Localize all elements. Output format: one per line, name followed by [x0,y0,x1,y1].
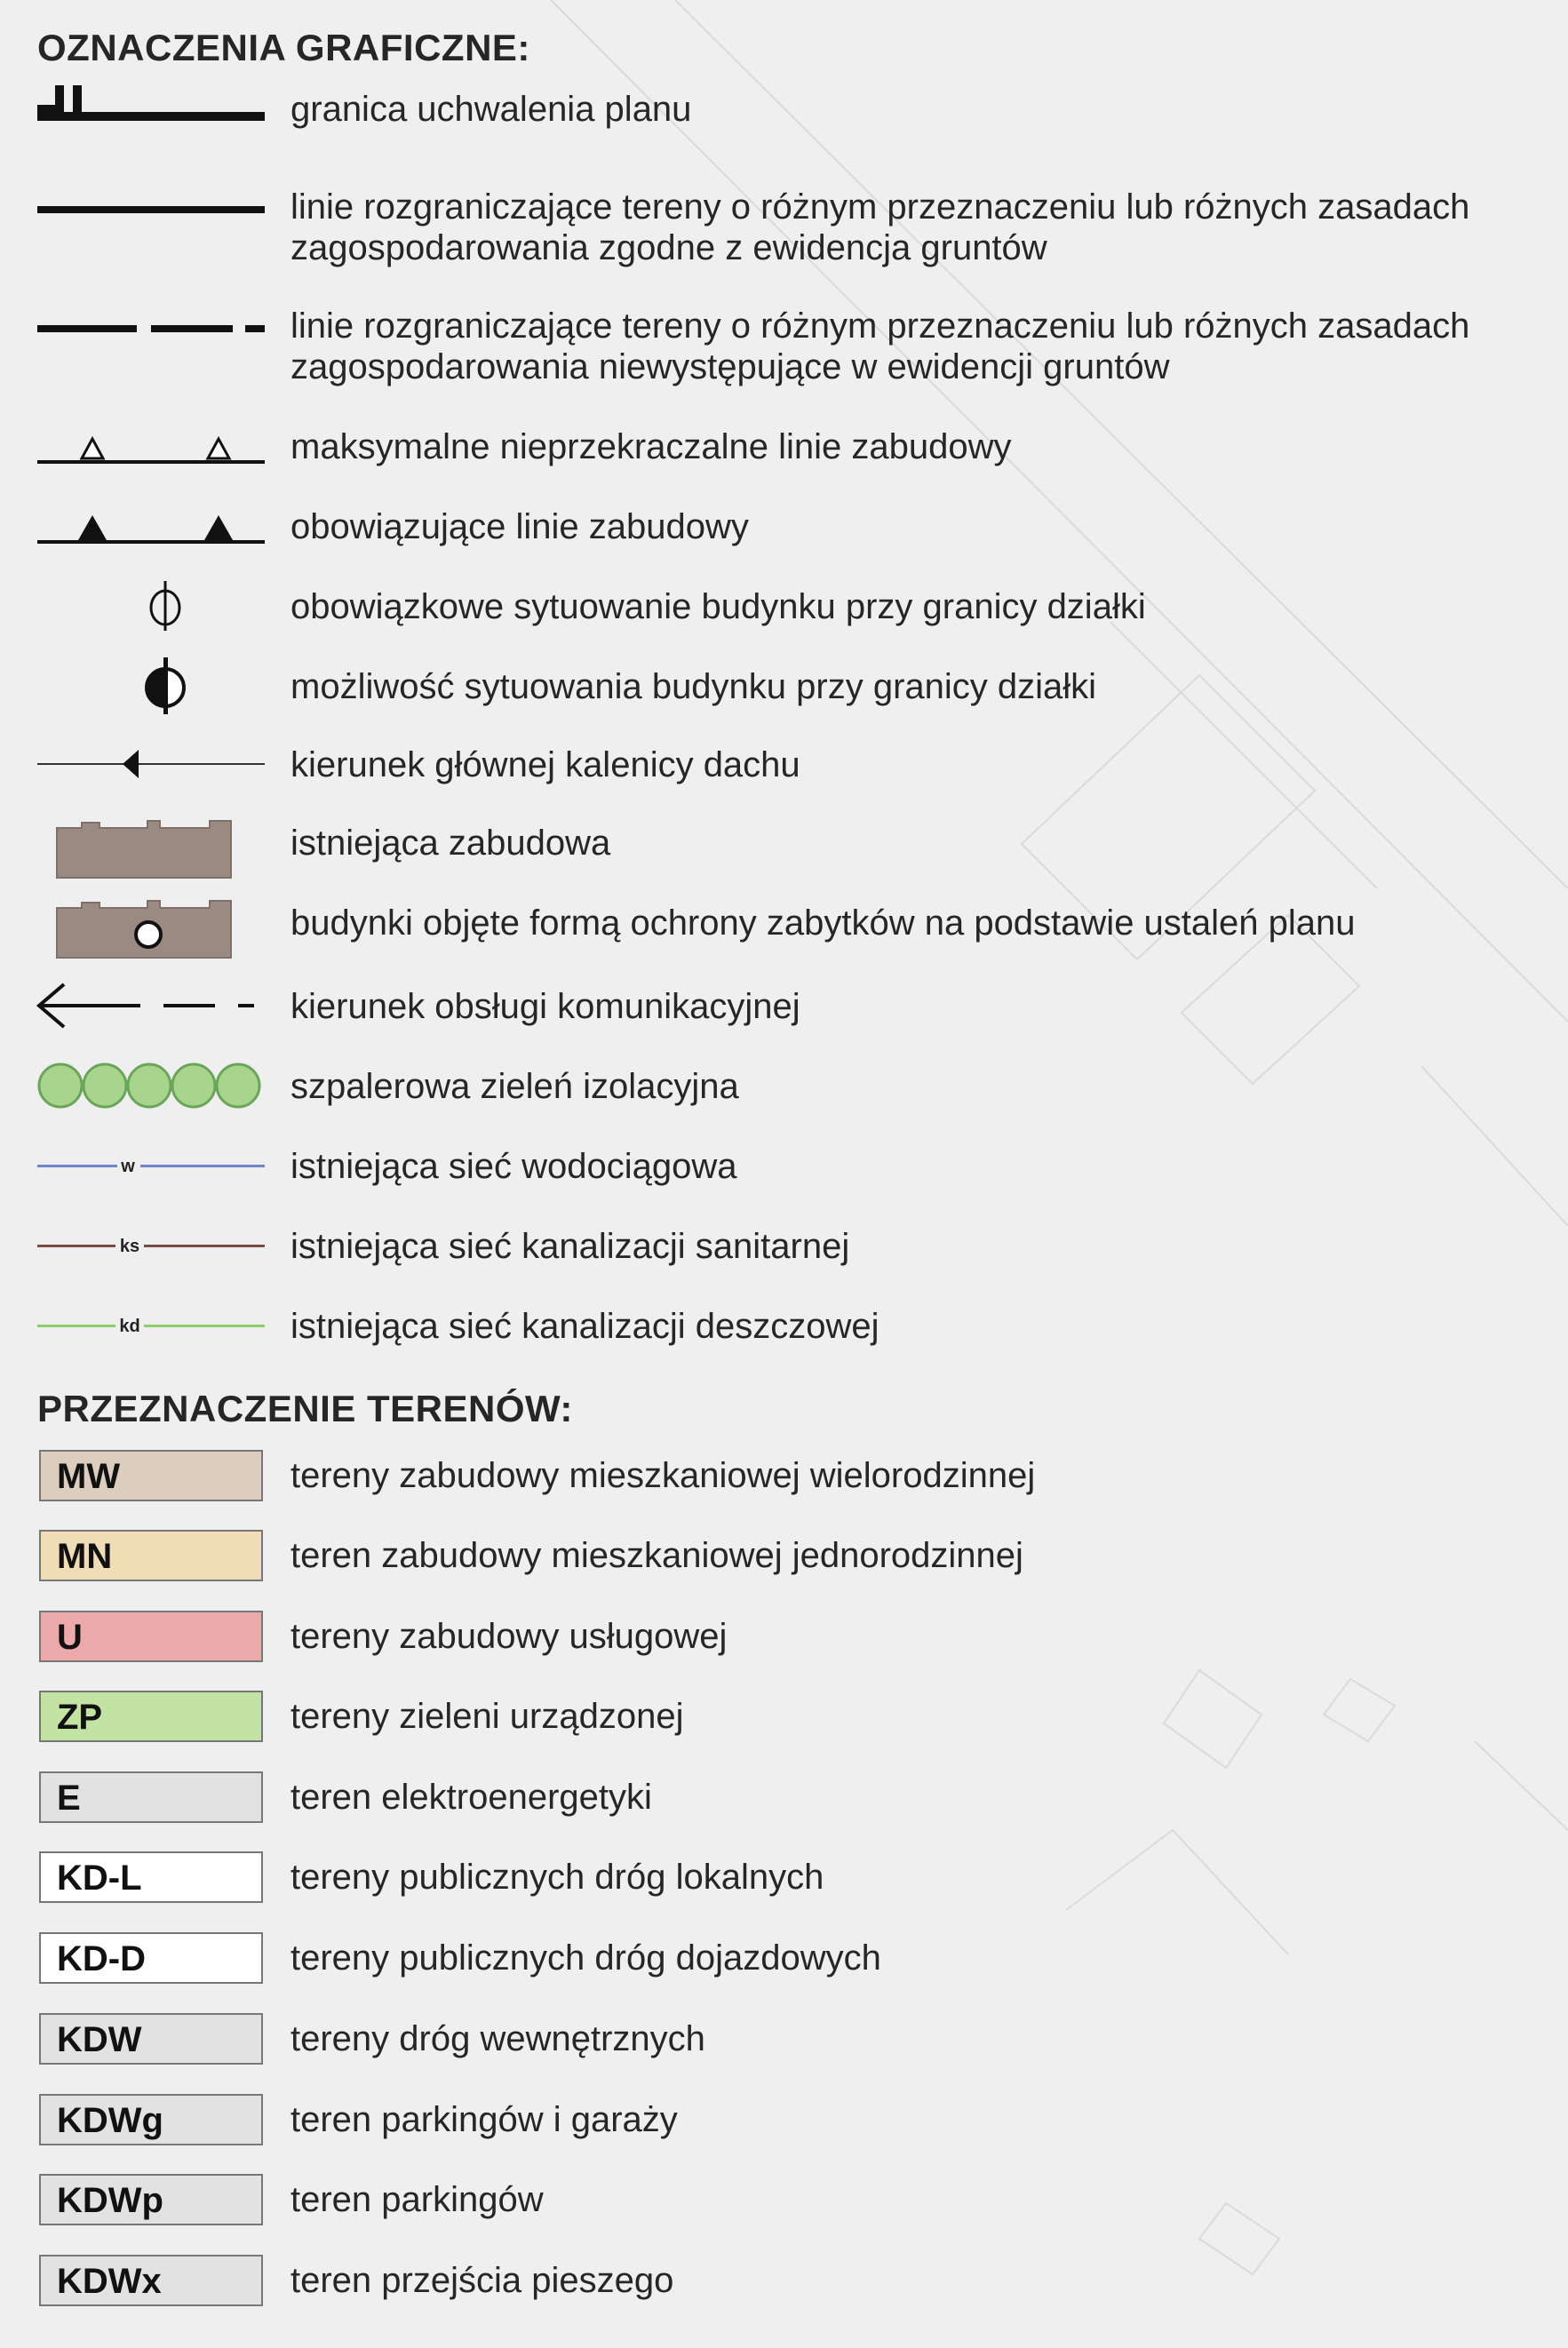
ridge-direction-icon [36,737,267,791]
zone-label: teren parkingów i garaży [291,2100,678,2139]
zone-swatch [39,1691,263,1742]
access-arrow-icon [36,979,267,1032]
zone-swatch [39,1771,263,1823]
legend-label: istniejąca zabudowa [291,824,611,863]
zone-label: teren przejścia pieszego [291,2261,674,2300]
zone-label: tereny dróg wewnętrznych [291,2019,705,2058]
zone-swatch [39,2255,263,2306]
zone-label: tereny zabudowy usługowej [291,1617,728,1656]
zone-swatch [39,1450,263,1501]
open-triangle-line-icon [36,418,267,471]
zone-swatch [39,1530,263,1581]
phi-icon [36,577,267,634]
zone-swatch [39,1851,263,1903]
zone-code: KDW [57,2020,142,2059]
network-code: w [121,1157,135,1176]
zone-label: tereny zieleni urządzonej [291,1697,684,1736]
zone-swatch [39,1932,263,1984]
zone-label: teren zabudowy mieszkaniowej jednorodzinnej [291,1536,1023,1575]
network-code: kd [119,1317,140,1336]
zone-label: teren elektroenergetyki [291,1778,652,1817]
zone-code: KD-D [57,1939,146,1978]
zone-code: MW [57,1457,121,1496]
zone-code: MN [57,1537,113,1576]
zone-swatch [39,2094,263,2145]
zone-code: KDWg [57,2101,163,2140]
storm-line-icon [36,1299,267,1352]
legend-label: linie rozgraniczające tereny o różnym przeznaczeniu lub różnych zasadach zagospodarowania zgodne z ewidencja gruntów [291,187,1470,267]
zone-swatch [39,2174,263,2225]
zone-code: KD-L [57,1859,142,1898]
solid-line-icon [36,183,267,236]
zone-code: KDWp [57,2181,163,2220]
legend-label: istniejąca sieć kanalizacji sanitarnej [291,1227,850,1266]
legend-label: szpalerowa zieleń izolacyjna [291,1067,739,1106]
zone-label: tereny zabudowy mieszkaniowej wielorodzinnej [291,1456,1036,1495]
zone-swatch [39,1611,263,1662]
green-circles-icon [36,1059,267,1112]
legend-label: obowiązkowe sytuowanie budynku przy granicy działki [291,587,1146,626]
legend-label: granica uchwalenia planu [291,90,692,129]
zone-swatch [39,2013,263,2065]
filled-triangle-line-icon [36,497,267,551]
zone-code: E [57,1779,81,1818]
legend-label: istniejąca sieć kanalizacji deszczowej [291,1307,880,1346]
legend-label: możliwość sytuowania budynku przy granicy działki [291,667,1097,706]
legend-label: kierunek obsługi komunikacyjnej [291,987,800,1026]
sewer-line-icon [36,1219,267,1272]
legend-label: kierunek głównej kalenicy dachu [291,745,800,784]
graphic-symbols-heading: OZNACZENIA GRAFICZNE: [37,27,530,68]
existing-building-icon [36,810,267,881]
land-use-heading: PRZEZNACZENIE TERENÓW: [37,1388,573,1429]
zone-code: U [57,1618,83,1657]
network-code: ks [119,1237,140,1256]
legend-label: istniejąca sieć wodociągowa [291,1147,737,1186]
half-filled-circle-icon [36,657,267,714]
legend-label: budynki objęte formą ochrony zabytków na podstawie ustaleń planu [291,903,1356,943]
zone-code: ZP [57,1698,103,1737]
legend-label: obowiązujące linie zabudowy [291,507,749,546]
water-line-icon [36,1139,267,1192]
zone-label: tereny publicznych dróg lokalnych [291,1858,824,1897]
dashed-line-icon [36,302,267,355]
protected-building-icon [36,890,267,961]
zone-label: teren parkingów [291,2180,544,2219]
zone-code: KDWx [57,2262,162,2301]
legend-label: maksymalne nieprzekraczalne linie zabudowy [291,427,1012,466]
legend-label: linie rozgraniczające tereny o różnym przeznaczeniu lub różnych zasadach zagospodarowania niewystępujące w ewidencji gruntów [291,306,1470,386]
plan-boundary-line-icon [36,78,267,131]
zone-label: tereny publicznych dróg dojazdowych [291,1938,881,1978]
